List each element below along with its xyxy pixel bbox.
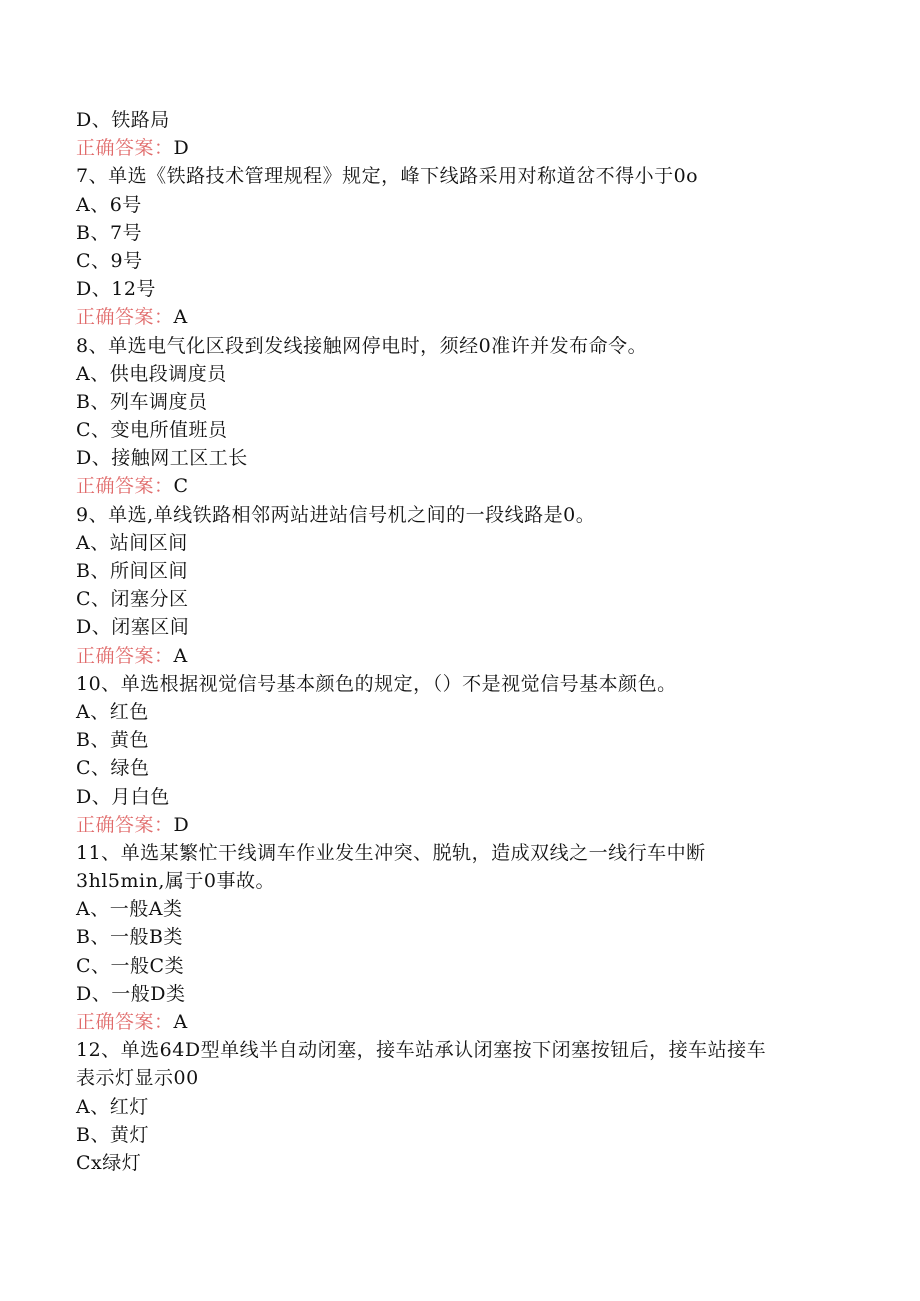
answer-line <box>76 472 836 500</box>
answer-line <box>76 303 836 331</box>
question-text: 9、单选,单线铁路相邻两站进站信号机之间的一段线路是0。 <box>76 503 596 526</box>
question-text: 11、单选某繁忙干线调车作业发生冲突、脱轨，造成双线之一线行车中断 <box>76 841 706 864</box>
answer-value: D <box>173 137 190 160</box>
option-item: B、黄灯 <box>76 1123 149 1146</box>
option-item: B、一般B类 <box>76 926 183 949</box>
answer-value: A <box>173 306 188 329</box>
option-item: D、接触网工区工长 <box>76 447 248 470</box>
answer-label: 正确答案： <box>76 644 174 667</box>
question-text: 3hl5min,属于0事故。 <box>76 870 275 893</box>
option-item: C、闭塞分区 <box>76 588 189 611</box>
option-item: Cx绿灯 <box>76 1151 142 1174</box>
question-text: 12、单选64D型单线半自动闭塞，接车站承认闭塞按下闭塞按钮后，接车站接车 <box>76 1039 767 1062</box>
question-text: 7、单选《铁路技术管理规程》规定，峰下线路采用对称道岔不得小于0o <box>76 165 699 188</box>
question-list <box>76 106 836 1177</box>
option-item: A、红色 <box>76 700 149 723</box>
answer-value: D <box>173 813 190 836</box>
answer-label: 正确答案： <box>76 306 174 329</box>
answer-value: A <box>173 1011 188 1033</box>
option-item: D、一般D类 <box>76 982 186 1005</box>
answer-label: 正确答案： <box>76 475 174 498</box>
answer-line <box>76 1008 836 1036</box>
option-item: B、7号 <box>76 221 143 244</box>
answer-line <box>76 642 836 670</box>
option-item: B、所间区间 <box>76 560 188 582</box>
option-item: B、列车调度员 <box>76 390 208 413</box>
option-item: C、一般C类 <box>76 954 185 977</box>
option-item: B、黄色 <box>76 729 149 752</box>
answer-value: C <box>173 475 189 498</box>
question-text: 表示灯显示00 <box>76 1067 199 1090</box>
option-item: D、铁路局 <box>76 109 170 131</box>
option-item: A、站间区间 <box>76 531 188 554</box>
option-item: A、供电段调度员 <box>76 362 227 385</box>
question-text: 10、单选根据视觉信号基本颜色的规定，（）不是视觉信号基本颜色。 <box>76 672 677 695</box>
option-item: A、一般A类 <box>76 898 183 921</box>
option-item: C、绿色 <box>76 757 150 780</box>
option-item: A、6号 <box>76 193 142 216</box>
answer-line <box>76 134 836 162</box>
option-item: D、月白色 <box>76 785 170 808</box>
option-item: D、闭塞区间 <box>76 616 190 639</box>
answer-label: 正确答案： <box>76 1011 174 1033</box>
answer-label: 正确答案： <box>76 137 174 160</box>
option-item: D、12号 <box>76 278 156 301</box>
answer-line <box>76 811 836 839</box>
option-item: A、红灯 <box>76 1095 149 1118</box>
answer-label: 正确答案： <box>76 813 174 836</box>
option-item: C、9号 <box>76 249 143 272</box>
option-item: C、变电所值班员 <box>76 419 228 442</box>
answer-value: A <box>173 644 188 667</box>
question-text: 8、单选电气化区段到发线接触网停电时，须经0准许并发布命令。 <box>76 334 648 357</box>
